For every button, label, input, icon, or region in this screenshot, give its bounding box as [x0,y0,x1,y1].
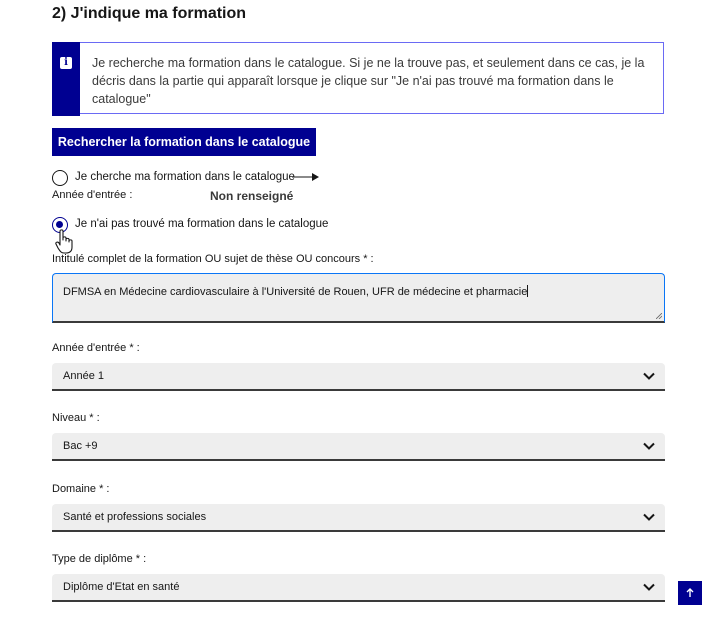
domaine-select[interactable] [52,504,665,532]
notice-text: Je recherche ma formation dans le catalogue. Si je ne la trouve pas, et seulement dans ce cas, je la décris dans la partie qui apparaît lorsque je clique sur "Je n'ai pas trouvé ma formation dans le catalogue" [92,56,645,106]
arrow-up-icon [678,581,702,605]
radio-not-found-label[interactable]: Je n'ai pas trouvé ma formation dans le catalogue [75,218,329,230]
info-notice [52,42,664,114]
annee-select[interactable] [52,363,665,391]
section-title: 2) J'indique ma formation [52,5,247,22]
arrow-right-icon [290,172,320,182]
niveau-select-value: Bac +9 [63,440,98,452]
domaine-label: Domaine * : [52,483,110,495]
chevron-down-icon [643,442,655,450]
chevron-down-icon [643,513,655,521]
niveau-label: Niveau * : [52,412,100,424]
annee-label: Année d'entrée * : [52,342,140,354]
entry-year-label: Année d'entrée : [52,189,133,201]
formation-textarea-value: DFMSA en Médecine cardiovasculaire à l'Université de Rouen, UFR de médecine et pharmacie [63,286,528,298]
domaine-select-value: Santé et professions sociales [63,511,207,523]
radio-catalogue[interactable] [52,170,68,186]
info-icon: i [60,57,72,69]
type-diplome-label: Type de diplôme * : [52,553,147,565]
formation-field-label: Intitulé complet de la formation OU sujet de thèse OU concours * : [52,253,374,265]
resize-handle-icon[interactable] [656,313,662,319]
radio-catalogue-label[interactable]: Je cherche ma formation dans le catalogue [75,171,295,183]
formation-textarea[interactable] [52,273,665,323]
back-to-top-button[interactable] [678,581,702,605]
notice-bar [52,42,80,116]
entry-year-value: Non renseigné [210,189,294,203]
annee-select-value: Année 1 [63,370,104,382]
search-catalogue-button[interactable]: Rechercher la formation dans le catalogue [52,128,316,156]
niveau-select[interactable] [52,433,665,461]
type-diplome-select[interactable] [52,574,665,602]
type-diplome-select-value: Diplôme d'Etat en santé [63,581,180,593]
hand-pointer-cursor-icon [55,229,75,255]
chevron-down-icon [643,583,655,591]
chevron-down-icon [643,372,655,380]
